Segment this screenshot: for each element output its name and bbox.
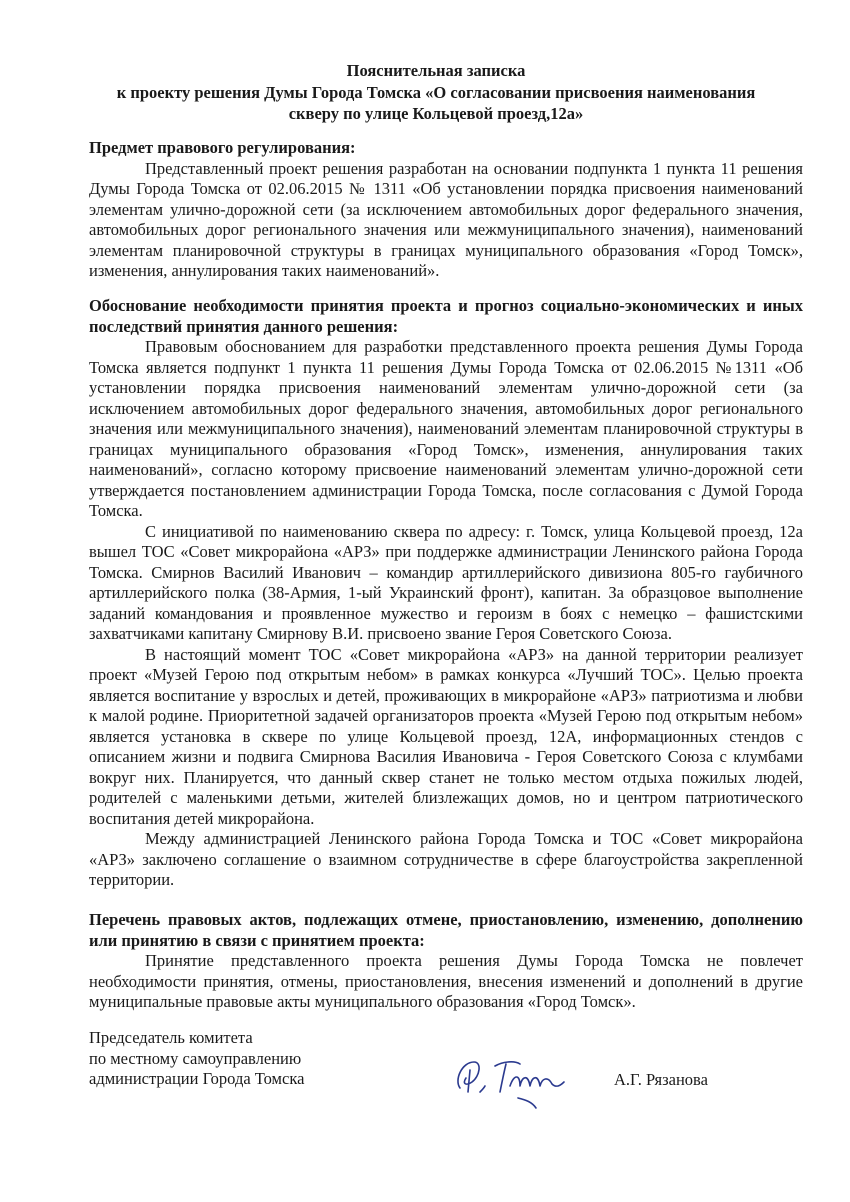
paragraph: С инициативой по наименованию сквера по адресу: г. Томск, улица Кольцевой проезд, 12а вышел ТОС «Совет микрорайона «АРЗ» при поддержке администрации Ленинского района Города Томска. Смирнов Василий Иванович – командир артиллерийского дивизиона 805-го гаубичного артиллерийского полка (38-Армия, 1-ый Украинский фронт), капитан. За образцовое выполнение заданий командования и проявленное мужество и героизм в боях с немецко – фашистскими захватчиками капитану Смирнову В.И. присвоено звание Героя Советского Союза. [89, 521, 803, 643]
signatory-line-3: администрации Города Томска [89, 1069, 305, 1088]
paragraph: Представленный проект решения разработан на основании подпункта 1 пункта 11 решения Думы Города Томска от 02.06.2015 № 1311 «Об установлении порядка присвоения наименований элементам улично-дорожной сети (за исключением автомобильных дорог федерального значения, автомобильных дорог регионального значения или межмуниципального значения), наименований элементам планировочной структуры в границах муниципального образования «Город Томск», изменения, аннулирования таких наименований». [89, 158, 803, 280]
section-legal-acts [89, 910, 803, 1013]
section-subject [89, 138, 803, 282]
title-line-3: скверу по улице Кольцевой проезд,12а» [288, 104, 584, 123]
section-heading: Обоснование необходимости принятия проекта и прогноз социально-экономических и иных последствий принятия данного решения: [89, 296, 803, 336]
paragraph: Принятие представленного проекта решения Думы Города Томска не повлечет необходимости принятия, отмены, приостановления, внесения изменений и дополнений в другие муниципальные правовые акты муниципального образования «Город Томск». [89, 951, 803, 1011]
handwritten-signature [440, 1040, 590, 1110]
section-heading: Предмет правового регулирования: [89, 138, 356, 157]
signatory-line-1: Председатель комитета [89, 1028, 253, 1047]
paragraph: В настоящий момент ТОС «Совет микрорайона «АРЗ» на данной территории реализует проект «Музей Герою под открытым небом» в рамках конкурса «Лучший ТОС». Целью проекта является воспитание у взрослых и детей, проживающих в микрорайоне «АРЗ» патриотизма и любви к малой родине. Приоритетной задачей организаторов проекта «Музей Герою под открытым небом» является установка в сквере по улице Кольцевой проезд, 12А, информационных стендов с описанием жизни и подвига Смирнова Василия Ивановича - Героя Советского Союза с клумбами вокруг них. Планируется, что данный сквер станет не только местом отдыха пожилых людей, родителей с маленькими детьми, жителей близлежащих домов, но и центром патриотического воспитания детей микрорайона. [89, 644, 803, 828]
title-line-1: Пояснительная записка [346, 61, 526, 80]
signatory-name: А.Г. Рязанова [614, 1070, 708, 1089]
signatory-line-2: по местному самоуправлению [89, 1048, 302, 1068]
paragraph: Правовым обоснованием для разработки представленного проекта решения Думы Города Томска является подпункт 1 пункта 11 решения Думы Города Томска от 02.06.2015 №1311 «Об установлении порядка присвоения наименований элементам улично-дорожной сети (за исключением автомобильных дорог федерального значения, автомобильных дорог регионального значения или межмуниципального значения), наименований элементам планировочной структуры в границах муниципального образования «Город Томск», изменения, аннулирования таких наименований», согласно которому присвоение наименований элементам улично-дорожной сети утверждается постановлением администрации Города Томска, после согласования с Думой Города Томска. [89, 337, 803, 520]
section-justification [89, 296, 803, 891]
document-title [60, 60, 812, 125]
title-line-2: к проекту решения Думы Города Томска «О согласовании присвоения наименования [116, 82, 756, 102]
section-heading: Перечень правовых актов, подлежащих отмене, приостановлению, изменению, дополнению или принятию в связи с принятием проекта: [89, 910, 803, 950]
signatory-position [89, 1028, 304, 1090]
paragraph: Между администрацией Ленинского района Города Томска и ТОС «Совет микрорайона «АРЗ» заключено соглашение о взаимном сотрудничестве в сфере благоустройства закрепленной территории. [89, 829, 803, 889]
